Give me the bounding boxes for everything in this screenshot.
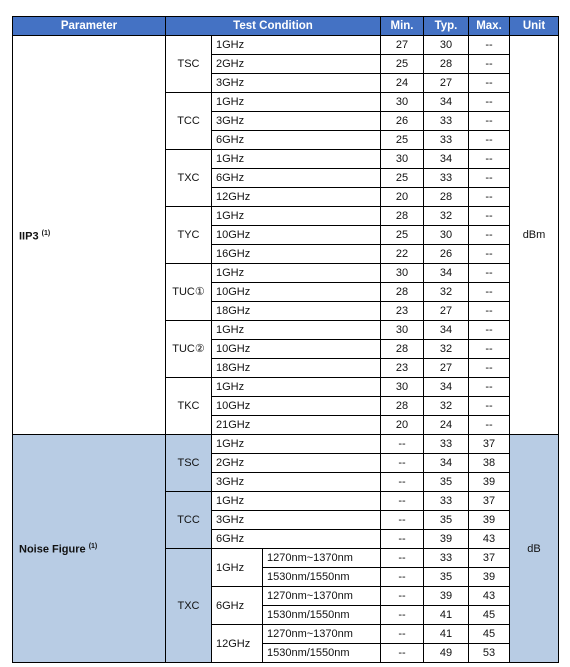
typ-value: 27 [424, 302, 469, 321]
max-value: 39 [469, 511, 510, 530]
typ-value: 34 [424, 378, 469, 397]
min-value: 22 [381, 245, 424, 264]
test-mode-cell: TUC① [166, 264, 212, 321]
frequency-cell: 1GHz [212, 492, 381, 511]
max-value: -- [469, 321, 510, 340]
footnote-marker: (1) [41, 229, 51, 237]
frequency-cell: 1GHz [212, 207, 381, 226]
typ-value: 32 [424, 340, 469, 359]
max-value: -- [469, 416, 510, 435]
max-value: 37 [469, 549, 510, 568]
typ-value: 34 [424, 150, 469, 169]
typ-value: 34 [424, 321, 469, 340]
frequency-cell: 3GHz [212, 74, 381, 93]
frequency-cell: 3GHz [212, 511, 381, 530]
max-value: -- [469, 378, 510, 397]
test-mode-cell: TCC [166, 492, 212, 549]
typ-value: 28 [424, 188, 469, 207]
min-value: 27 [381, 36, 424, 55]
test-mode-cell: TSC [166, 36, 212, 93]
typ-value: 28 [424, 55, 469, 74]
frequency-cell: 2GHz [212, 55, 381, 74]
max-value: -- [469, 264, 510, 283]
wavelength-cell: 1530nm/1550nm [263, 568, 381, 587]
header-test-condition: Test Condition [166, 17, 381, 36]
frequency-cell: 10GHz [212, 397, 381, 416]
typ-value: 34 [424, 454, 469, 473]
min-value: -- [381, 644, 424, 663]
spec-table-container [12, 16, 559, 663]
max-value: -- [469, 188, 510, 207]
test-mode-cell: TYC [166, 207, 212, 264]
typ-value: 32 [424, 207, 469, 226]
table-row [13, 36, 559, 55]
max-value: -- [469, 93, 510, 112]
test-mode-cell: TCC [166, 93, 212, 150]
typ-value: 49 [424, 644, 469, 663]
min-value: 24 [381, 74, 424, 93]
header-unit: Unit [510, 17, 559, 36]
frequency-cell: 3GHz [212, 112, 381, 131]
max-value: -- [469, 55, 510, 74]
min-value: 28 [381, 283, 424, 302]
min-value: 30 [381, 264, 424, 283]
max-value: 37 [469, 492, 510, 511]
frequency-cell: 21GHz [212, 416, 381, 435]
frequency-cell: 1GHz [212, 36, 381, 55]
wavelength-cell: 1530nm/1550nm [263, 644, 381, 663]
typ-value: 26 [424, 245, 469, 264]
unit-cell: dB [510, 435, 559, 663]
typ-value: 41 [424, 606, 469, 625]
frequency-cell: 1GHz [212, 549, 263, 587]
frequency-cell: 10GHz [212, 340, 381, 359]
frequency-cell: 6GHz [212, 530, 381, 549]
max-value: 53 [469, 644, 510, 663]
typ-value: 32 [424, 283, 469, 302]
frequency-cell: 1GHz [212, 378, 381, 397]
min-value: 30 [381, 378, 424, 397]
min-value: 30 [381, 93, 424, 112]
header-typ: Typ. [424, 17, 469, 36]
typ-value: 34 [424, 93, 469, 112]
parameter-name: Noise Figure [19, 543, 86, 556]
min-value: -- [381, 587, 424, 606]
typ-value: 34 [424, 264, 469, 283]
typ-value: 32 [424, 397, 469, 416]
min-value: -- [381, 530, 424, 549]
spec-table-body [13, 36, 559, 663]
unit-cell: dBm [510, 36, 559, 435]
max-value: -- [469, 226, 510, 245]
max-value: 39 [469, 473, 510, 492]
header-min: Min. [381, 17, 424, 36]
typ-value: 24 [424, 416, 469, 435]
max-value: 45 [469, 625, 510, 644]
min-value: -- [381, 568, 424, 587]
test-mode-cell: TSC [166, 435, 212, 492]
min-value: 25 [381, 169, 424, 188]
typ-value: 39 [424, 587, 469, 606]
typ-value: 33 [424, 131, 469, 150]
typ-value: 41 [424, 625, 469, 644]
max-value: 43 [469, 587, 510, 606]
frequency-cell: 12GHz [212, 625, 263, 663]
max-value: -- [469, 131, 510, 150]
max-value: 43 [469, 530, 510, 549]
typ-value: 30 [424, 36, 469, 55]
typ-value: 39 [424, 530, 469, 549]
typ-value: 27 [424, 74, 469, 93]
min-value: 23 [381, 302, 424, 321]
frequency-cell: 12GHz [212, 188, 381, 207]
typ-value: 33 [424, 435, 469, 454]
max-value: -- [469, 207, 510, 226]
wavelength-cell: 1270nm~1370nm [263, 549, 381, 568]
min-value: 25 [381, 131, 424, 150]
max-value: 37 [469, 435, 510, 454]
wavelength-cell: 1270nm~1370nm [263, 587, 381, 606]
frequency-cell: 16GHz [212, 245, 381, 264]
typ-value: 27 [424, 359, 469, 378]
min-value: -- [381, 511, 424, 530]
min-value: 28 [381, 207, 424, 226]
max-value: -- [469, 302, 510, 321]
typ-value: 35 [424, 511, 469, 530]
test-mode-cell: TXC [166, 549, 212, 663]
max-value: -- [469, 112, 510, 131]
frequency-cell: 1GHz [212, 321, 381, 340]
min-value: 20 [381, 188, 424, 207]
frequency-cell: 1GHz [212, 264, 381, 283]
table-row [13, 435, 559, 454]
max-value: 39 [469, 568, 510, 587]
min-value: -- [381, 435, 424, 454]
frequency-cell: 10GHz [212, 226, 381, 245]
test-mode-cell: TXC [166, 150, 212, 207]
max-value: -- [469, 340, 510, 359]
frequency-cell: 6GHz [212, 131, 381, 150]
footnote-marker: (1) [88, 543, 98, 551]
min-value: 30 [381, 321, 424, 340]
typ-value: 35 [424, 568, 469, 587]
min-value: -- [381, 549, 424, 568]
min-value: 28 [381, 397, 424, 416]
max-value: -- [469, 359, 510, 378]
min-value: 20 [381, 416, 424, 435]
min-value: 25 [381, 55, 424, 74]
test-mode-cell: TUC② [166, 321, 212, 378]
max-value: -- [469, 283, 510, 302]
typ-value: 33 [424, 169, 469, 188]
typ-value: 33 [424, 112, 469, 131]
max-value: -- [469, 169, 510, 188]
frequency-cell: 10GHz [212, 283, 381, 302]
header-parameter: Parameter [13, 17, 166, 36]
min-value: -- [381, 492, 424, 511]
wavelength-cell: 1270nm~1370nm [263, 625, 381, 644]
frequency-cell: 1GHz [212, 150, 381, 169]
parameter-cell [13, 435, 166, 663]
max-value: -- [469, 150, 510, 169]
max-value: -- [469, 245, 510, 264]
max-value: 38 [469, 454, 510, 473]
min-value: -- [381, 625, 424, 644]
max-value: 45 [469, 606, 510, 625]
typ-value: 33 [424, 549, 469, 568]
min-value: 28 [381, 340, 424, 359]
min-value: -- [381, 606, 424, 625]
max-value: -- [469, 74, 510, 93]
typ-value: 33 [424, 492, 469, 511]
min-value: 30 [381, 150, 424, 169]
min-value: -- [381, 473, 424, 492]
test-mode-cell: TKC [166, 378, 212, 435]
min-value: 23 [381, 359, 424, 378]
frequency-cell: 6GHz [212, 169, 381, 188]
header-max: Max. [469, 17, 510, 36]
parameter-name: IIP3 [19, 230, 39, 243]
spec-table [12, 16, 559, 663]
frequency-cell: 2GHz [212, 454, 381, 473]
parameter-cell [13, 36, 166, 435]
min-value: 26 [381, 112, 424, 131]
frequency-cell: 18GHz [212, 302, 381, 321]
typ-value: 30 [424, 226, 469, 245]
max-value: -- [469, 36, 510, 55]
header-row [13, 17, 559, 36]
max-value: -- [469, 397, 510, 416]
typ-value: 35 [424, 473, 469, 492]
frequency-cell: 3GHz [212, 473, 381, 492]
frequency-cell: 6GHz [212, 587, 263, 625]
frequency-cell: 1GHz [212, 93, 381, 112]
min-value: -- [381, 454, 424, 473]
wavelength-cell: 1530nm/1550nm [263, 606, 381, 625]
frequency-cell: 1GHz [212, 435, 381, 454]
min-value: 25 [381, 226, 424, 245]
frequency-cell: 18GHz [212, 359, 381, 378]
